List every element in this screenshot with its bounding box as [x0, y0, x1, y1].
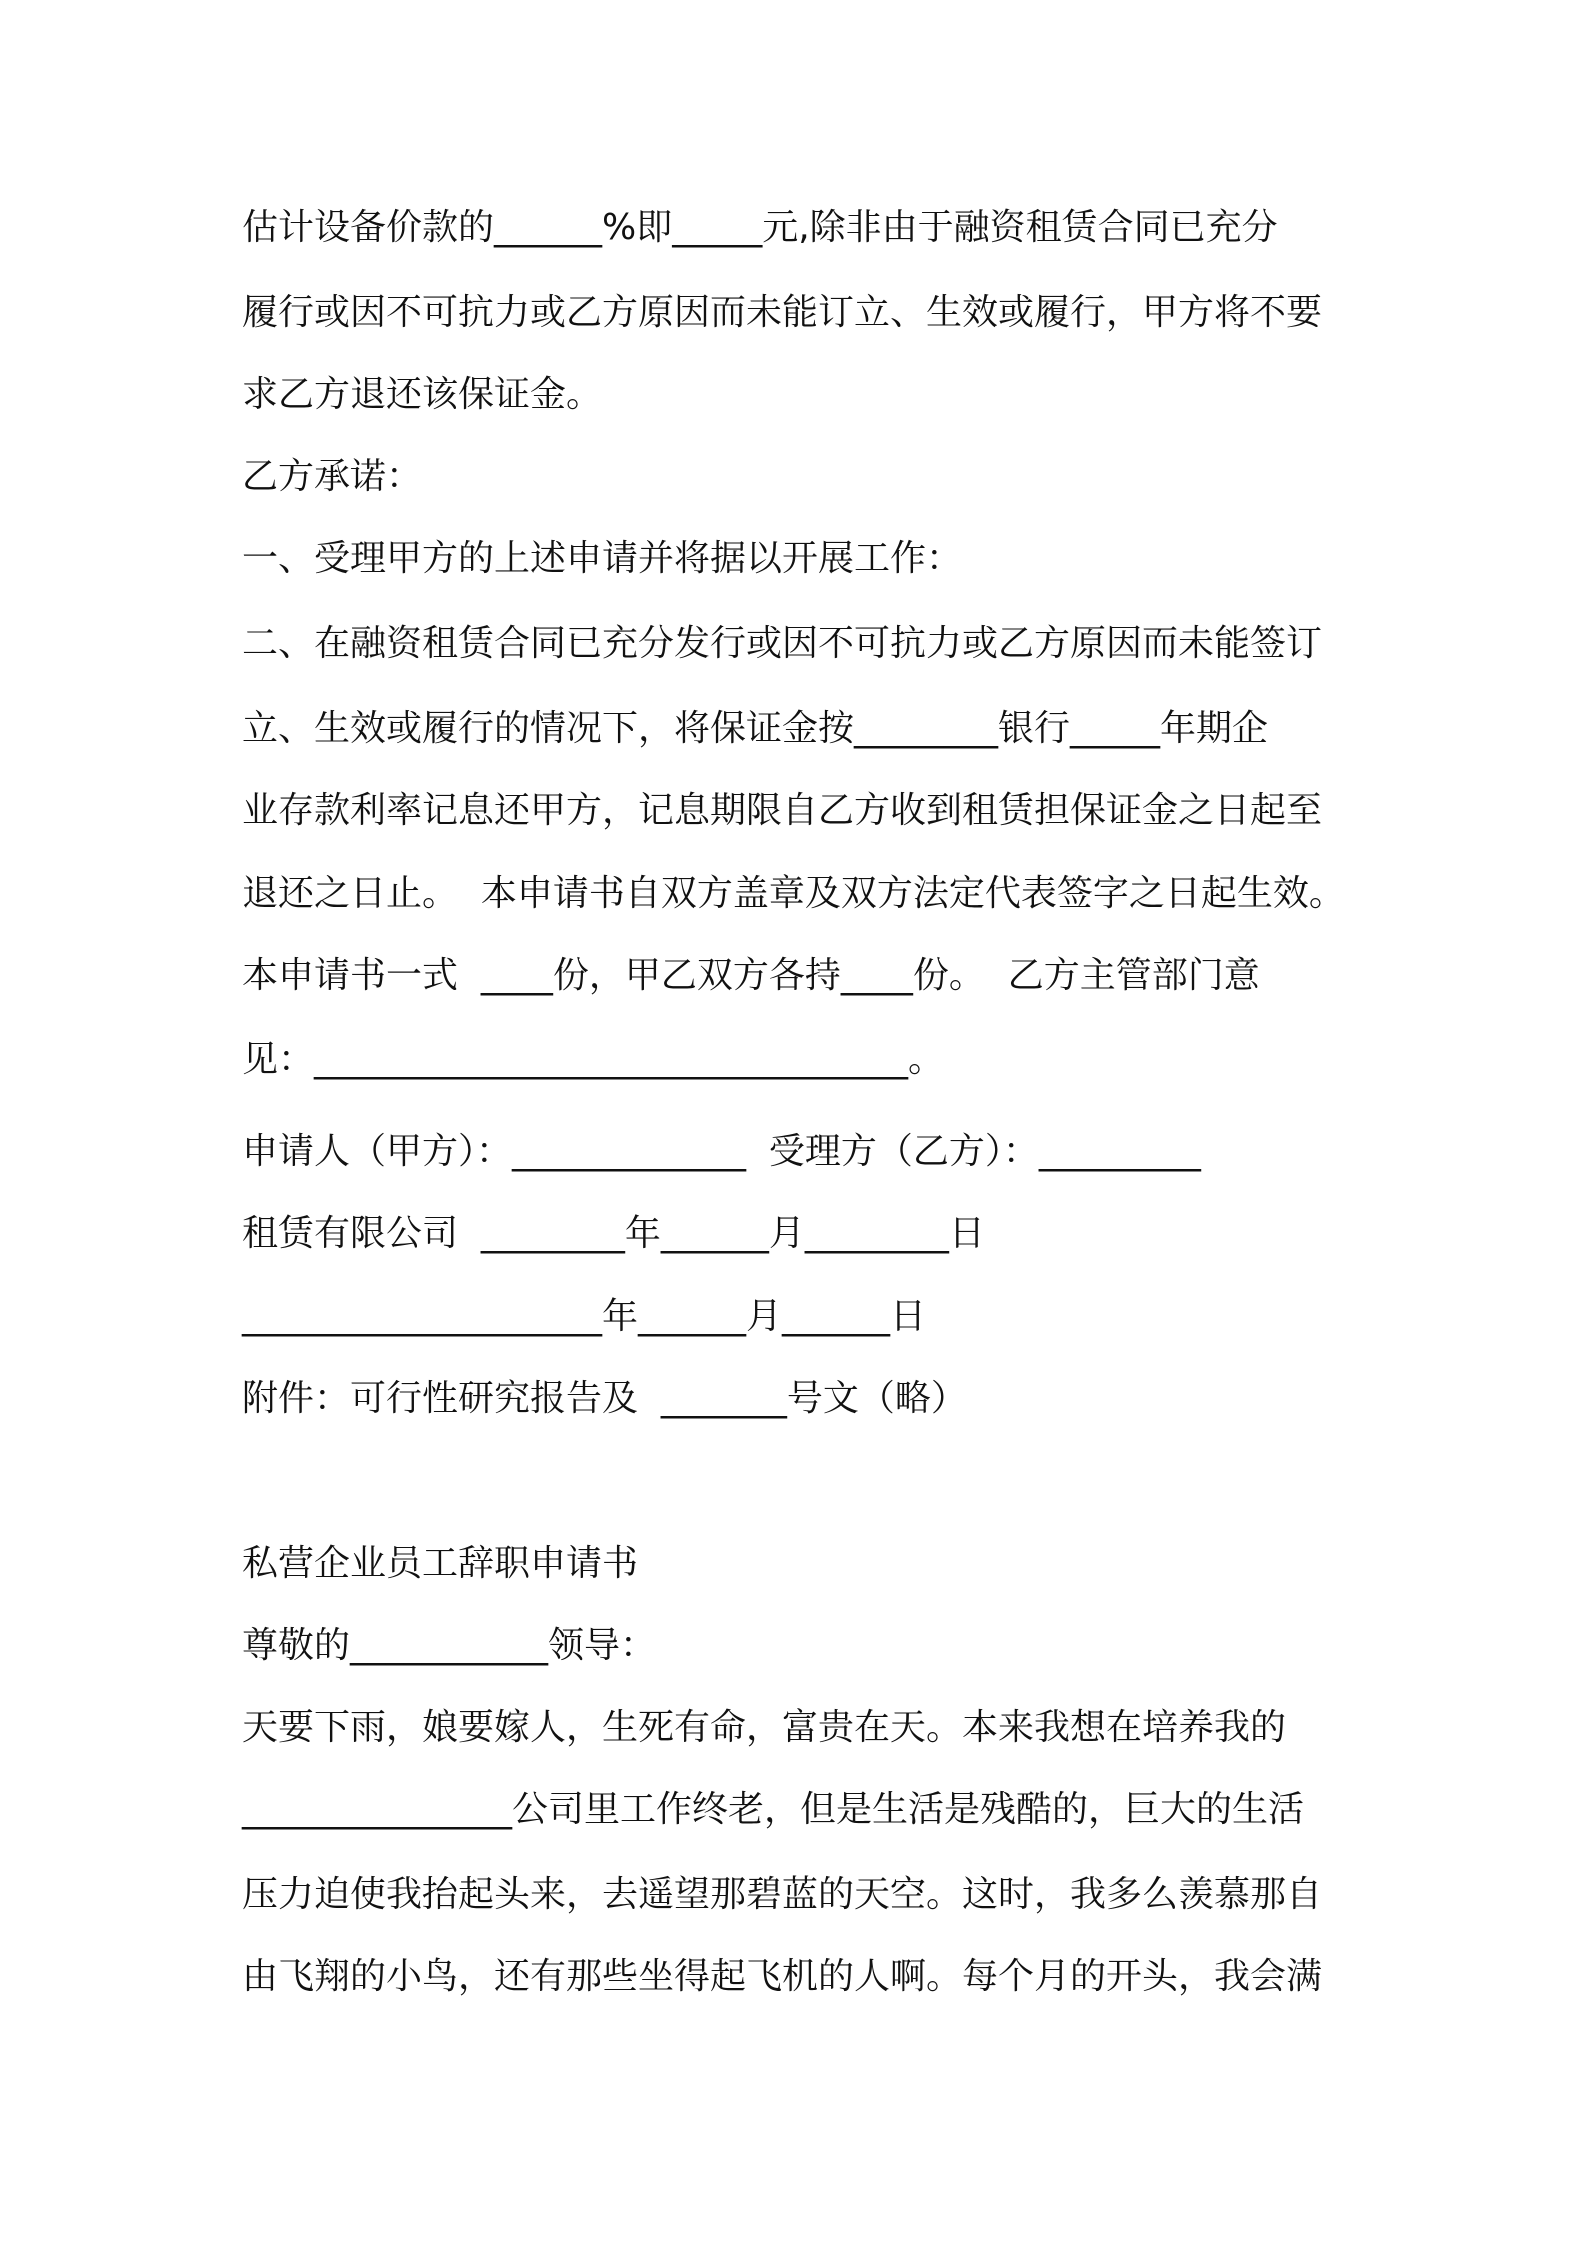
- text-line: 二、在融资租赁合同已充分发行或因不可抗力或乙方原因而未能签订: [242, 623, 1323, 664]
- text-line: 立、生效或履行的情况下，将保证金按________银行_____年期企: [242, 708, 1269, 749]
- text-line: 尊敬的___________领导：: [242, 1625, 657, 1666]
- text-line: 退还之日止。 本申请书自双方盖章及双方法定代表签字之日起生效。: [242, 873, 1345, 914]
- text-line: 求乙方退还该保证金。: [242, 374, 603, 415]
- text-line: 业存款利率记息还甲方，记息期限自乙方收到租赁担保证金之日起至: [242, 790, 1323, 831]
- text-line: 乙方承诺：: [242, 456, 423, 497]
- text-line: 本申请书一式 ____份，甲乙双方各持____份。 乙方主管部门意: [242, 955, 1260, 996]
- text-line: 由飞翔的小鸟，还有那些坐得起飞机的人啊。每个月的开头，我会满: [242, 1956, 1323, 1997]
- text-line: 申请人（甲方）：_____________ 受理方（乙方）：_________: [242, 1131, 1201, 1172]
- section-title: 私营企业员工辞职申请书: [242, 1543, 639, 1584]
- text-line: 见：_________________________________。: [242, 1039, 944, 1080]
- text-line: 一、受理甲方的上述申请并将据以开展工作：: [242, 538, 963, 579]
- text-line: 附件：可行性研究报告及 _______号文（略）: [242, 1378, 967, 1419]
- text-line: ____________________年______月______日: [242, 1296, 926, 1337]
- text-line: 履行或因不可抗力或乙方原因而未能订立、生效或履行，甲方将不要: [242, 292, 1323, 333]
- text-line: 估计设备价款的______%即_____元,除非由于融资租赁合同已充分: [242, 207, 1278, 248]
- text-line: _______________公司里工作终老，但是生活是残酷的，巨大的生活: [242, 1789, 1305, 1830]
- text-line: 压力迫使我抬起头来，去遥望那碧蓝的天空。这时，我多么羡慕那自: [242, 1874, 1323, 1915]
- text-line: 租赁有限公司 ________年______月________日: [242, 1213, 985, 1254]
- text-line: 天要下雨，娘要嫁人，生死有命，富贵在天。本来我想在培养我的: [242, 1707, 1287, 1748]
